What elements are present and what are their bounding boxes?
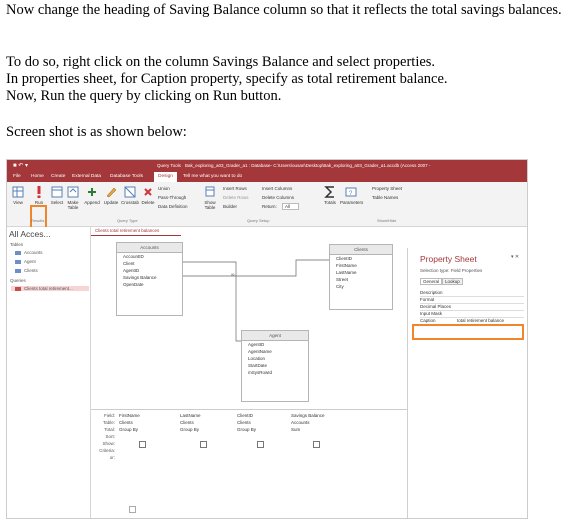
show-checkbox[interactable] bbox=[139, 441, 146, 448]
tab-file[interactable]: File bbox=[13, 174, 21, 179]
table-icon bbox=[15, 251, 21, 255]
show-checkbox[interactable] bbox=[200, 441, 207, 448]
property-name: Format bbox=[420, 297, 435, 302]
ribbon-tabs bbox=[7, 172, 527, 182]
tab-lookup[interactable]: Lookup bbox=[442, 278, 463, 285]
grid-row-label: or: bbox=[109, 455, 115, 460]
grid-field-cell[interactable]: ClientID bbox=[237, 413, 254, 418]
selection-type: Selection type: Field Properties bbox=[420, 268, 483, 273]
parameters-label: Parameters bbox=[340, 200, 364, 205]
select-label: Select bbox=[50, 200, 64, 205]
grid-field-cell[interactable]: LastName bbox=[180, 413, 201, 418]
group-results: Results bbox=[31, 218, 45, 223]
grid-total-cell[interactable]: Group By bbox=[119, 427, 139, 432]
instruction-paragraph-5: Screen shot is as shown below: bbox=[6, 124, 187, 140]
instruction-paragraph-1: Now change the heading of Saving Balance column so that it reflects the total savings balances. bbox=[6, 2, 562, 18]
access-screenshot bbox=[6, 159, 528, 519]
nav-item-label: Accounts bbox=[24, 250, 43, 255]
tab-design[interactable]: Design bbox=[154, 172, 177, 182]
grid-total-cell[interactable]: Sum bbox=[291, 427, 301, 432]
grid-row-label: Table: bbox=[102, 420, 115, 425]
field-row[interactable]: City bbox=[336, 284, 344, 289]
nav-item-clients[interactable] bbox=[15, 268, 38, 273]
grid-scrollbar-thumb[interactable] bbox=[129, 506, 136, 513]
property-name: Input Mask bbox=[420, 311, 443, 316]
field-row[interactable]: AccountID bbox=[123, 254, 144, 259]
nav-item-accounts[interactable] bbox=[15, 250, 43, 255]
quick-access-toolbar[interactable]: ■ ↶ ▾ bbox=[13, 163, 28, 169]
append-button[interactable] bbox=[83, 185, 101, 205]
window-title: Bak_exploring_a03_Grader_a1 : Database- C:\Users\ousan\Desktop\Bak_exploring_a03_Grader_a1.accdb (Access 2007 - bbox=[185, 163, 431, 168]
grid-table-cell[interactable]: Clients bbox=[237, 420, 251, 425]
agent-table-title[interactable]: Agent bbox=[242, 331, 308, 341]
context-tab-label: Query Tools bbox=[157, 163, 181, 168]
crosstab-label: Crosstab bbox=[120, 200, 139, 205]
nav-item-label: Agent bbox=[24, 259, 36, 264]
parameters-button[interactable] bbox=[340, 185, 362, 205]
field-row[interactable]: Street bbox=[336, 277, 349, 282]
tab-general[interactable]: General bbox=[420, 278, 442, 285]
run-exclamation-icon bbox=[33, 185, 45, 199]
grid-table-cell[interactable]: Accounts bbox=[291, 420, 310, 425]
datasheet-icon bbox=[12, 185, 24, 199]
navigation-pane bbox=[7, 227, 91, 518]
ribbon bbox=[7, 182, 527, 227]
tab-home[interactable]: Home bbox=[31, 174, 44, 179]
append-label: Append bbox=[84, 200, 100, 205]
append-plus-icon bbox=[86, 185, 98, 199]
field-row[interactable]: LastName bbox=[336, 270, 357, 275]
close-icon[interactable]: ▾ ✕ bbox=[511, 254, 520, 260]
group-query-setup: Query Setup bbox=[247, 218, 270, 223]
make-table-button[interactable] bbox=[65, 185, 81, 210]
delete-x-icon bbox=[142, 185, 154, 199]
accounts-table-box[interactable] bbox=[116, 242, 183, 316]
field-row[interactable]: ClientID bbox=[336, 256, 353, 261]
field-row[interactable]: AgentName bbox=[248, 349, 272, 354]
tab-create[interactable]: Create bbox=[51, 174, 66, 179]
sigma-icon bbox=[324, 185, 336, 199]
caption-highlight bbox=[412, 324, 524, 340]
show-table-icon bbox=[204, 185, 216, 199]
query-design-canvas bbox=[91, 236, 407, 408]
run-button[interactable] bbox=[32, 185, 46, 205]
grid-field-cell[interactable]: FirstName bbox=[119, 413, 140, 418]
grid-row-label: Sort: bbox=[105, 434, 115, 439]
instruction-paragraph-4: Now, Run the query by clicking on Run button. bbox=[6, 88, 282, 104]
grid-total-cell[interactable]: Group By bbox=[237, 427, 257, 432]
query-icon bbox=[15, 287, 21, 291]
delete-query-button[interactable] bbox=[140, 185, 156, 205]
make-table-label: Make Table bbox=[67, 200, 79, 210]
grid-row-label: Show: bbox=[102, 441, 115, 446]
make-table-icon bbox=[67, 185, 79, 199]
property-name: Caption bbox=[420, 318, 436, 323]
field-row[interactable]: AgentID bbox=[248, 342, 265, 347]
grid-total-cell[interactable]: Group By bbox=[180, 427, 200, 432]
nav-header[interactable]: All Acces... bbox=[9, 229, 51, 239]
group-show-hide: Show/Hide bbox=[377, 218, 397, 223]
crosstab-icon bbox=[124, 185, 136, 199]
tab-database-tools[interactable]: Database Tools bbox=[110, 174, 143, 179]
tab-external-data[interactable]: External Data bbox=[72, 174, 102, 179]
group-query-type: Query Type bbox=[117, 218, 138, 223]
property-sheet-pane bbox=[407, 248, 528, 518]
field-row[interactable]: mSysRowId bbox=[248, 370, 273, 375]
select-query-icon bbox=[51, 185, 63, 199]
data-definition-button[interactable]: Data Definition bbox=[158, 204, 188, 209]
grid-row-label: Criteria: bbox=[99, 448, 115, 453]
grid-row-label: Field: bbox=[103, 413, 115, 418]
instruction-paragraph-2: To do so, right click on the column Savings Balance and select properties. bbox=[6, 54, 436, 70]
property-sheet-title: Property Sheet bbox=[420, 254, 477, 264]
field-row[interactable]: Savings Balance bbox=[123, 275, 157, 280]
delete-label: Delete bbox=[141, 200, 155, 205]
property-name: Description bbox=[420, 290, 443, 295]
nav-item-agent[interactable] bbox=[15, 259, 36, 264]
show-checkbox[interactable] bbox=[313, 441, 320, 448]
nav-tables-heading[interactable]: Tables bbox=[10, 242, 24, 247]
show-table-button[interactable] bbox=[201, 185, 219, 210]
parameters-icon bbox=[345, 185, 357, 199]
caption-value[interactable]: total retirement balance bbox=[457, 318, 505, 323]
insert-rows-button[interactable]: Insert Rows bbox=[223, 186, 247, 191]
svg-text:?: ? bbox=[349, 191, 353, 197]
field-row[interactable]: Client bbox=[123, 261, 135, 266]
table-icon bbox=[15, 269, 21, 273]
field-row[interactable]: AgentID bbox=[123, 268, 140, 273]
agent-table-box[interactable] bbox=[241, 330, 309, 402]
update-label: Update bbox=[103, 200, 119, 205]
accounts-table-title[interactable]: Accounts bbox=[117, 243, 182, 253]
grid-table-cell[interactable]: Clients bbox=[180, 420, 194, 425]
property-name: Decimal Places bbox=[420, 304, 452, 309]
delete-columns-button[interactable]: Delete Columns bbox=[262, 195, 295, 200]
table-icon bbox=[15, 260, 21, 264]
show-checkbox[interactable] bbox=[257, 441, 264, 448]
return-dropdown[interactable]: All bbox=[282, 203, 299, 210]
nav-item-label: Clients bbox=[24, 268, 38, 273]
field-row[interactable]: StartDate bbox=[248, 363, 268, 368]
show-table-label: Show Table bbox=[204, 200, 216, 210]
instruction-paragraph-3: In properties sheet, for Caption property, specify as total retirement balance. bbox=[6, 71, 448, 87]
field-row[interactable]: Location bbox=[248, 356, 266, 361]
union-button[interactable]: Union bbox=[158, 186, 170, 191]
svg-text:∞: ∞ bbox=[231, 272, 235, 278]
pass-through-button[interactable]: Pass-Through bbox=[158, 195, 187, 200]
field-row[interactable]: FirstName bbox=[336, 263, 357, 268]
view-label: View bbox=[13, 200, 23, 205]
nav-queries-heading[interactable]: Queries bbox=[10, 278, 26, 283]
grid-table-cell[interactable]: Clients bbox=[119, 420, 133, 425]
query-document-tab[interactable] bbox=[91, 227, 181, 236]
delete-rows-button[interactable]: Delete Rows bbox=[223, 195, 249, 200]
property-sheet-button[interactable]: Property Sheet bbox=[372, 186, 403, 191]
query-tab-label: Clients total retirement balances bbox=[95, 228, 160, 233]
tell-me-box[interactable]: Tell me what you want to do bbox=[183, 174, 243, 179]
view-button[interactable] bbox=[10, 185, 26, 205]
clients-table-box[interactable] bbox=[329, 244, 393, 310]
totals-button[interactable] bbox=[322, 185, 338, 205]
return-label: Return: bbox=[262, 204, 277, 209]
update-button[interactable] bbox=[102, 185, 120, 205]
clients-table-title[interactable]: Clients bbox=[330, 245, 392, 255]
field-row[interactable]: OpenDate bbox=[123, 282, 144, 287]
grid-row-label: Total: bbox=[104, 427, 115, 432]
grid-field-cell[interactable]: Savings Balance bbox=[291, 413, 325, 418]
nav-item-label: Clients total retirement... bbox=[24, 286, 73, 291]
title-bar bbox=[7, 160, 527, 172]
table-names-button[interactable]: Table Names bbox=[372, 195, 399, 200]
crosstab-button[interactable] bbox=[120, 185, 140, 205]
totals-label: Totals bbox=[324, 200, 336, 205]
builder-button[interactable]: Builder bbox=[223, 204, 238, 209]
update-pencil-icon bbox=[105, 185, 117, 199]
run-label: Run bbox=[34, 200, 44, 205]
query-design-grid bbox=[91, 409, 407, 519]
nav-item-query[interactable] bbox=[11, 286, 89, 291]
insert-columns-button[interactable]: Insert Columns bbox=[262, 186, 293, 191]
select-query-button[interactable] bbox=[50, 185, 64, 205]
